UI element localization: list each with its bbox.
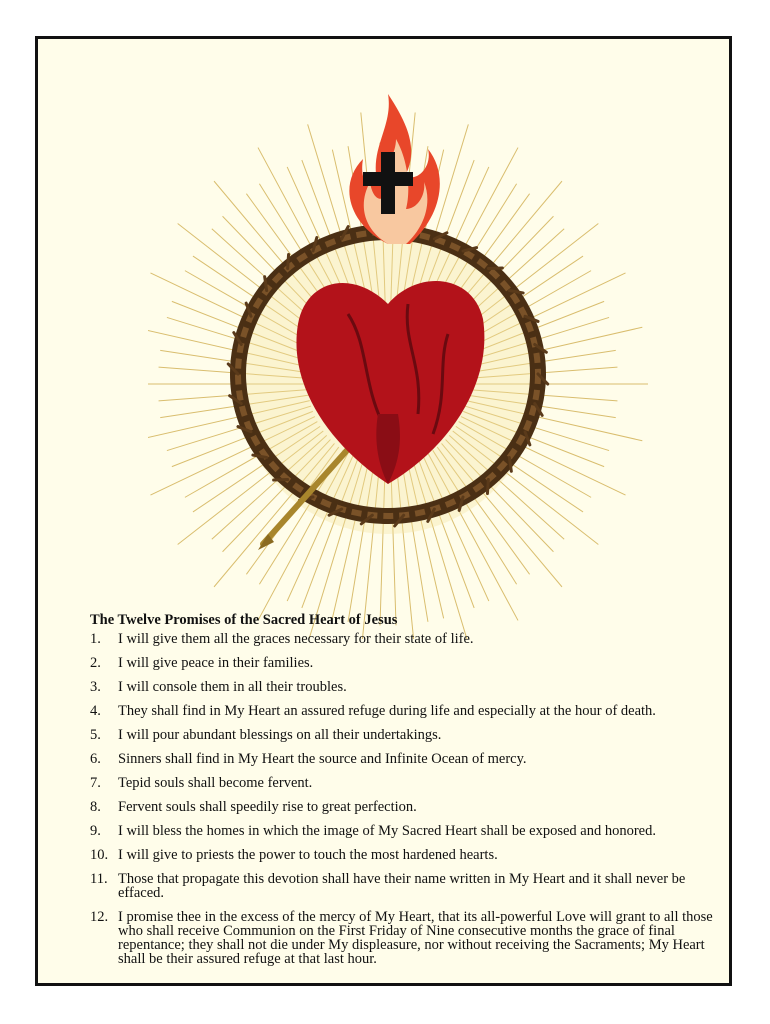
- promise-text: I will give them all the graces necessary for their state of life.: [118, 631, 474, 647]
- promise-item: [90, 632, 720, 646]
- promise-item: [90, 752, 720, 766]
- promise-number: 8.: [90, 799, 101, 815]
- sacred-heart-image: [148, 64, 648, 639]
- promise-text: I will console them in all their troubles.: [118, 679, 347, 695]
- promise-item: [90, 800, 720, 814]
- promise-text: I will bless the homes in which the image of My Sacred Heart shall be exposed and honored.: [118, 823, 656, 839]
- promise-text: They shall find in My Heart an assured refuge during life and especially at the hour of death.: [118, 703, 656, 719]
- promise-number: 2.: [90, 655, 101, 671]
- promise-item: [90, 728, 720, 742]
- promise-number: 3.: [90, 679, 101, 695]
- promise-number: 5.: [90, 727, 101, 743]
- promise-text: Sinners shall find in My Heart the source and Infinite Ocean of mercy.: [118, 751, 527, 767]
- promise-text: Tepid souls shall become fervent.: [118, 775, 313, 791]
- promise-item: [90, 848, 720, 862]
- promise-number: 11.: [90, 871, 108, 887]
- promise-number: 4.: [90, 703, 101, 719]
- promise-item: [90, 872, 720, 900]
- promise-text: Fervent souls shall speedily rise to great perfection.: [118, 799, 417, 815]
- promise-number: 9.: [90, 823, 101, 839]
- promise-text: I promise thee in the excess of the mercy of My Heart, that its all-powerful Love will grant to all those who shall receive Communion on the First Friday of Nine consecutive months the grace of final repentance; they shall not die under My displeasure, nor without receiving the Sacraments; My Heart shall be their assured refuge at that last hour.: [118, 909, 713, 967]
- promises-title: The Twelve Promises of the Sacred Heart of Jesus: [90, 612, 398, 628]
- promise-text: Those that propagate this devotion shall have their name written in My Heart and it shall never be effaced.: [118, 871, 686, 901]
- promise-number: 10.: [90, 847, 109, 863]
- promises-list: [90, 632, 720, 976]
- promise-item: [90, 656, 720, 670]
- promise-number: 1.: [90, 631, 101, 647]
- promise-number: 12.: [90, 909, 109, 925]
- promise-item: [90, 824, 720, 838]
- document-frame: [35, 36, 732, 986]
- promise-item: [90, 704, 720, 718]
- promise-item: [90, 910, 720, 966]
- promise-item: [90, 776, 720, 790]
- promise-text: I will pour abundant blessings on all their undertakings.: [118, 727, 442, 743]
- promise-text: I will give peace in their families.: [118, 655, 314, 671]
- promise-number: 6.: [90, 751, 101, 767]
- promise-item: [90, 680, 720, 694]
- promise-number: 7.: [90, 775, 101, 791]
- promise-text: I will give to priests the power to touch the most hardened hearts.: [118, 847, 498, 863]
